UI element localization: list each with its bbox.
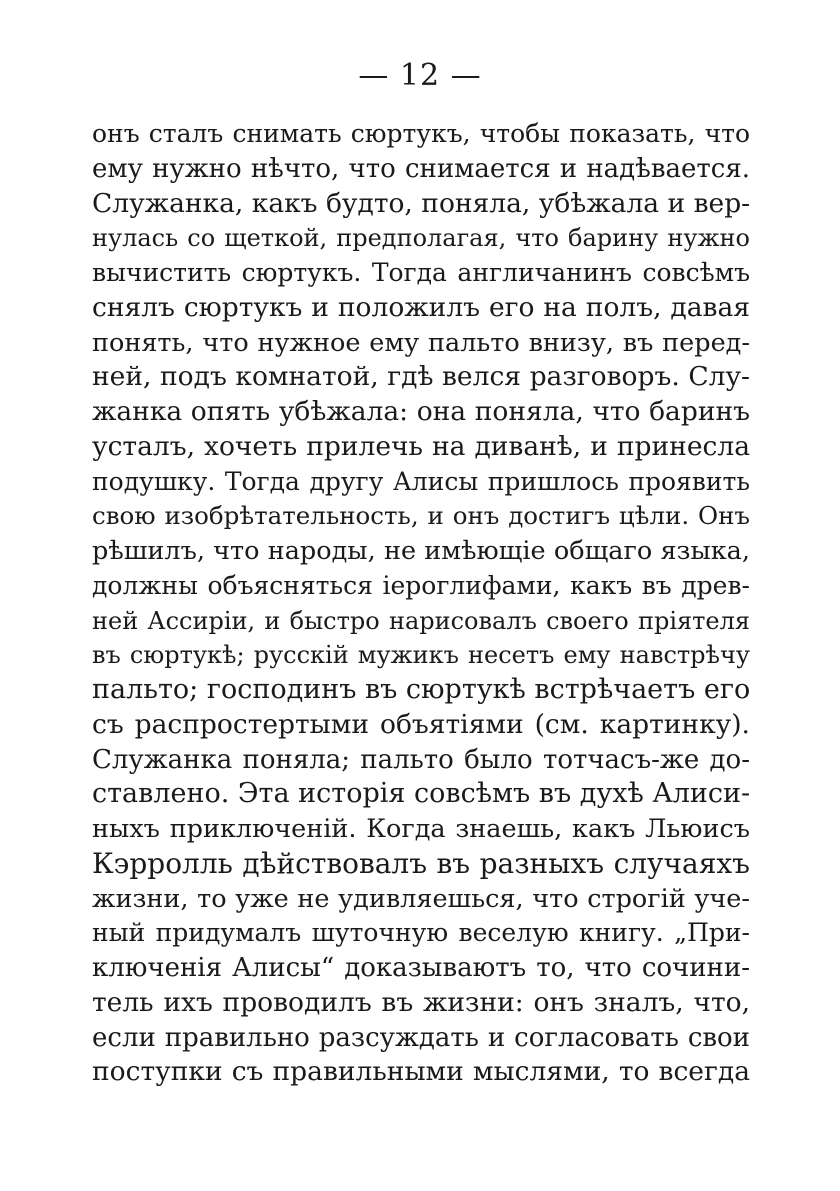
text-line: свою изобрѣтательность, и онъ достигъ цѣли. Онъ (92, 501, 750, 531)
text-line: съ распростертыми объятіями (см. картинку). (92, 708, 750, 740)
text-line: ему нужно нѣчто, что снимается и надѣвается. (92, 153, 750, 184)
text-line: подушку. Тогда другу Алисы пришлось проявить (92, 466, 750, 496)
text-line: ставлено. Эта исторія совсѣмъ въ духѣ Алиси- (92, 778, 751, 810)
text-line: жанка опять убѣжала: она поняла, что баринъ (92, 396, 750, 427)
text-line: усталъ, хочеть прилечь на диванѣ, и принесла (92, 430, 750, 462)
text-line: ныхъ приключеній. Когда знаешь, какъ Льюисъ (92, 814, 750, 844)
text-line: ный придумалъ шуточную веселую книгу. „При- (92, 918, 750, 948)
text-line: Кэрролль дѣйствовалъ въ разныхъ случаяхъ (92, 846, 750, 880)
body-text (92, 117, 750, 1090)
text-line: Служанка поняла; пальто было тотчасъ-же до- (92, 744, 750, 775)
text-line: жизни, то уже не удивляешься, что строгій уче- (92, 883, 750, 914)
text-line: Служанка, какъ будто, поняла, убѣжала и вер- (92, 187, 751, 219)
text-line: если правильно разсуждать и согласовать свои (92, 1022, 750, 1053)
text-line: рѣшилъ, что народы, не имѣющіе общаго языка, (92, 536, 750, 566)
text-line: должны объясняться іероглифами, какъ въ древ- (92, 570, 750, 600)
text-line: въ сюртукѣ; русскій мужикъ несетъ ему навстрѣчу (92, 641, 750, 670)
text-line: вычистить сюртукъ. Тогда англичанинъ совсѣмъ (92, 258, 750, 287)
text-line: ней Ассиріи, и быстро нарисовалъ своего пріятеля (92, 606, 750, 635)
text-line: пальто; господинъ въ сюртукѣ встрѣчаетъ его (92, 674, 751, 705)
text-line: ключенія Алисы“ доказываютъ то, что сочини- (92, 953, 750, 983)
text-line: поступки съ правильными мыслями, то всегда (92, 1056, 750, 1088)
text-line: нулась со щеткой, предполагая, что барину нужно (92, 224, 750, 253)
text-line: ней, подъ комнатой, гдѣ велся разговоръ. Слу- (92, 361, 750, 393)
text-line: снялъ сюртукъ и положилъ его на полъ, давая (92, 291, 750, 323)
text-line: тель ихъ проводилъ въ жизни: онъ зналъ, что, (92, 986, 750, 1018)
page-number: — 12 — (358, 58, 482, 93)
text-line: понять, что нужное ему пальто внизу, въ перед- (92, 327, 750, 358)
text-line: онъ сталъ снимать сюртукъ, чтобы показать, что (92, 119, 750, 148)
